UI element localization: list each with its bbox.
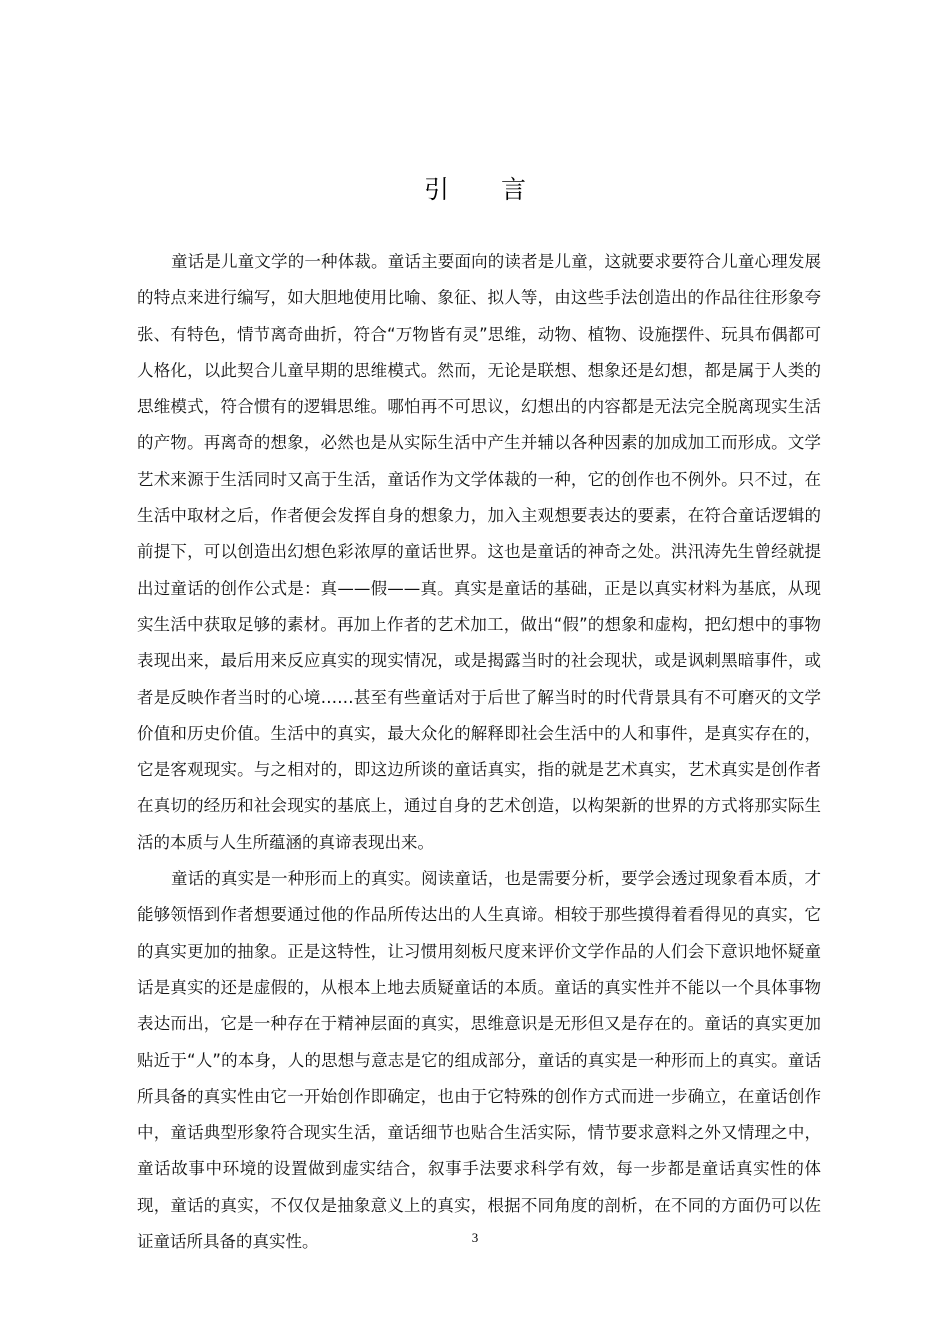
page-number: 3: [471, 1230, 479, 1245]
paragraph-1: 童话是儿童文学的一种体裁。童话主要面向的读者是儿童，这就要求要符合儿童心理发展的特点来进行编写，如大胆地使用比喻、象征、拟人等，由这些手法创造出的作品往往形象夸张、有特色，情节离奇曲折，符合“万物皆有灵”思维，动物、植物、设施摆件、玩具布偶都可人格化，以此契合儿童早期的思维模式。然而，无论是联想、想象还是幻想，都是属于人类的思维模式，符合惯有的逻辑思维。哪怕再不可思议，幻想出的内容都是无法完全脱离现实生活的产物。再离奇的想象，必然也是从实际生活中产生并辅以各种因素的加成加工而形成。文学艺术来源于生活同时又高于生活，童话作为文学体裁的一种，它的创作也不例外。只不过，在生活中取材之后，作者便会发挥自身的想象力，加入主观想要表达的要素，在符合童话逻辑的前提下，可以创造出幻想色彩浓厚的童话世界。这也是童话的神奇之处。洪汛涛先生曾经就提出过童话的创作公式是：真——假——真。真实是童话的基础，正是以真实材料为基底，从现实生活中获取足够的素材。再加上作者的艺术加工，做出“假”的想象和虚构，把幻想中的事物表现出来，最后用来反应真实的现实情况，或是揭露当时的社会现状，或是讽刺黑暗事件，或者是反映作者当时的心境……甚至有些童话对于后世了解当时的时代背景具有不可磨灭的文学价值和历史价值。生活中的真实，最大众化的解释即社会生活中的人和事件，是真实存在的，它是客观现实。与之相对的，即这边所谈的童话真实，指的就是艺术真实，艺术真实是创作者在真切的经历和社会现实的基底上，通过自身的艺术创造，以构架新的世界的方式将那实际生活的本质与人生所蕴涵的真谛表现出来。: [137, 252, 821, 852]
body-text: [137, 244, 821, 1260]
page-title: 引 言: [424, 175, 548, 204]
paragraph-2: 童话的真实是一种形而上的真实。阅读童话，也是需要分析，要学会透过现象看本质，才能够领悟到作者想要通过他的作品所传达出的人生真谛。相较于那些摸得着看得见的真实，它的真实更加的抽象。正是这特性，让习惯用刻板尺度来评价文学作品的人们会下意识地怀疑童话是真实的还是虚假的，从根本上地去质疑童话的本质。童话的真实性并不能以一个具体事物表达而出，它是一种存在于精神层面的真实，思维意识是无形但又是存在的。童话的真实更加贴近于“人”的本身，人的思想与意志是它的组成部分，童话的真实是一种形而上的真实。童话所具备的真实性由它一开始创作即确定，也由于它特殊的创作方式而进一步确立，在童话创作中，童话典型形象符合现实生活，童话细节也贴合生活实际，情节要求意料之外又情理之中，童话故事中环境的设置做到虚实结合，叙事手法要求科学有效，每一步都是童话真实性的体现，童话的真实，不仅仅是抽象意义上的真实，根据不同角度的剖析，在不同的方面仍可以佐证童话所具备的真实性。: [137, 869, 821, 1252]
